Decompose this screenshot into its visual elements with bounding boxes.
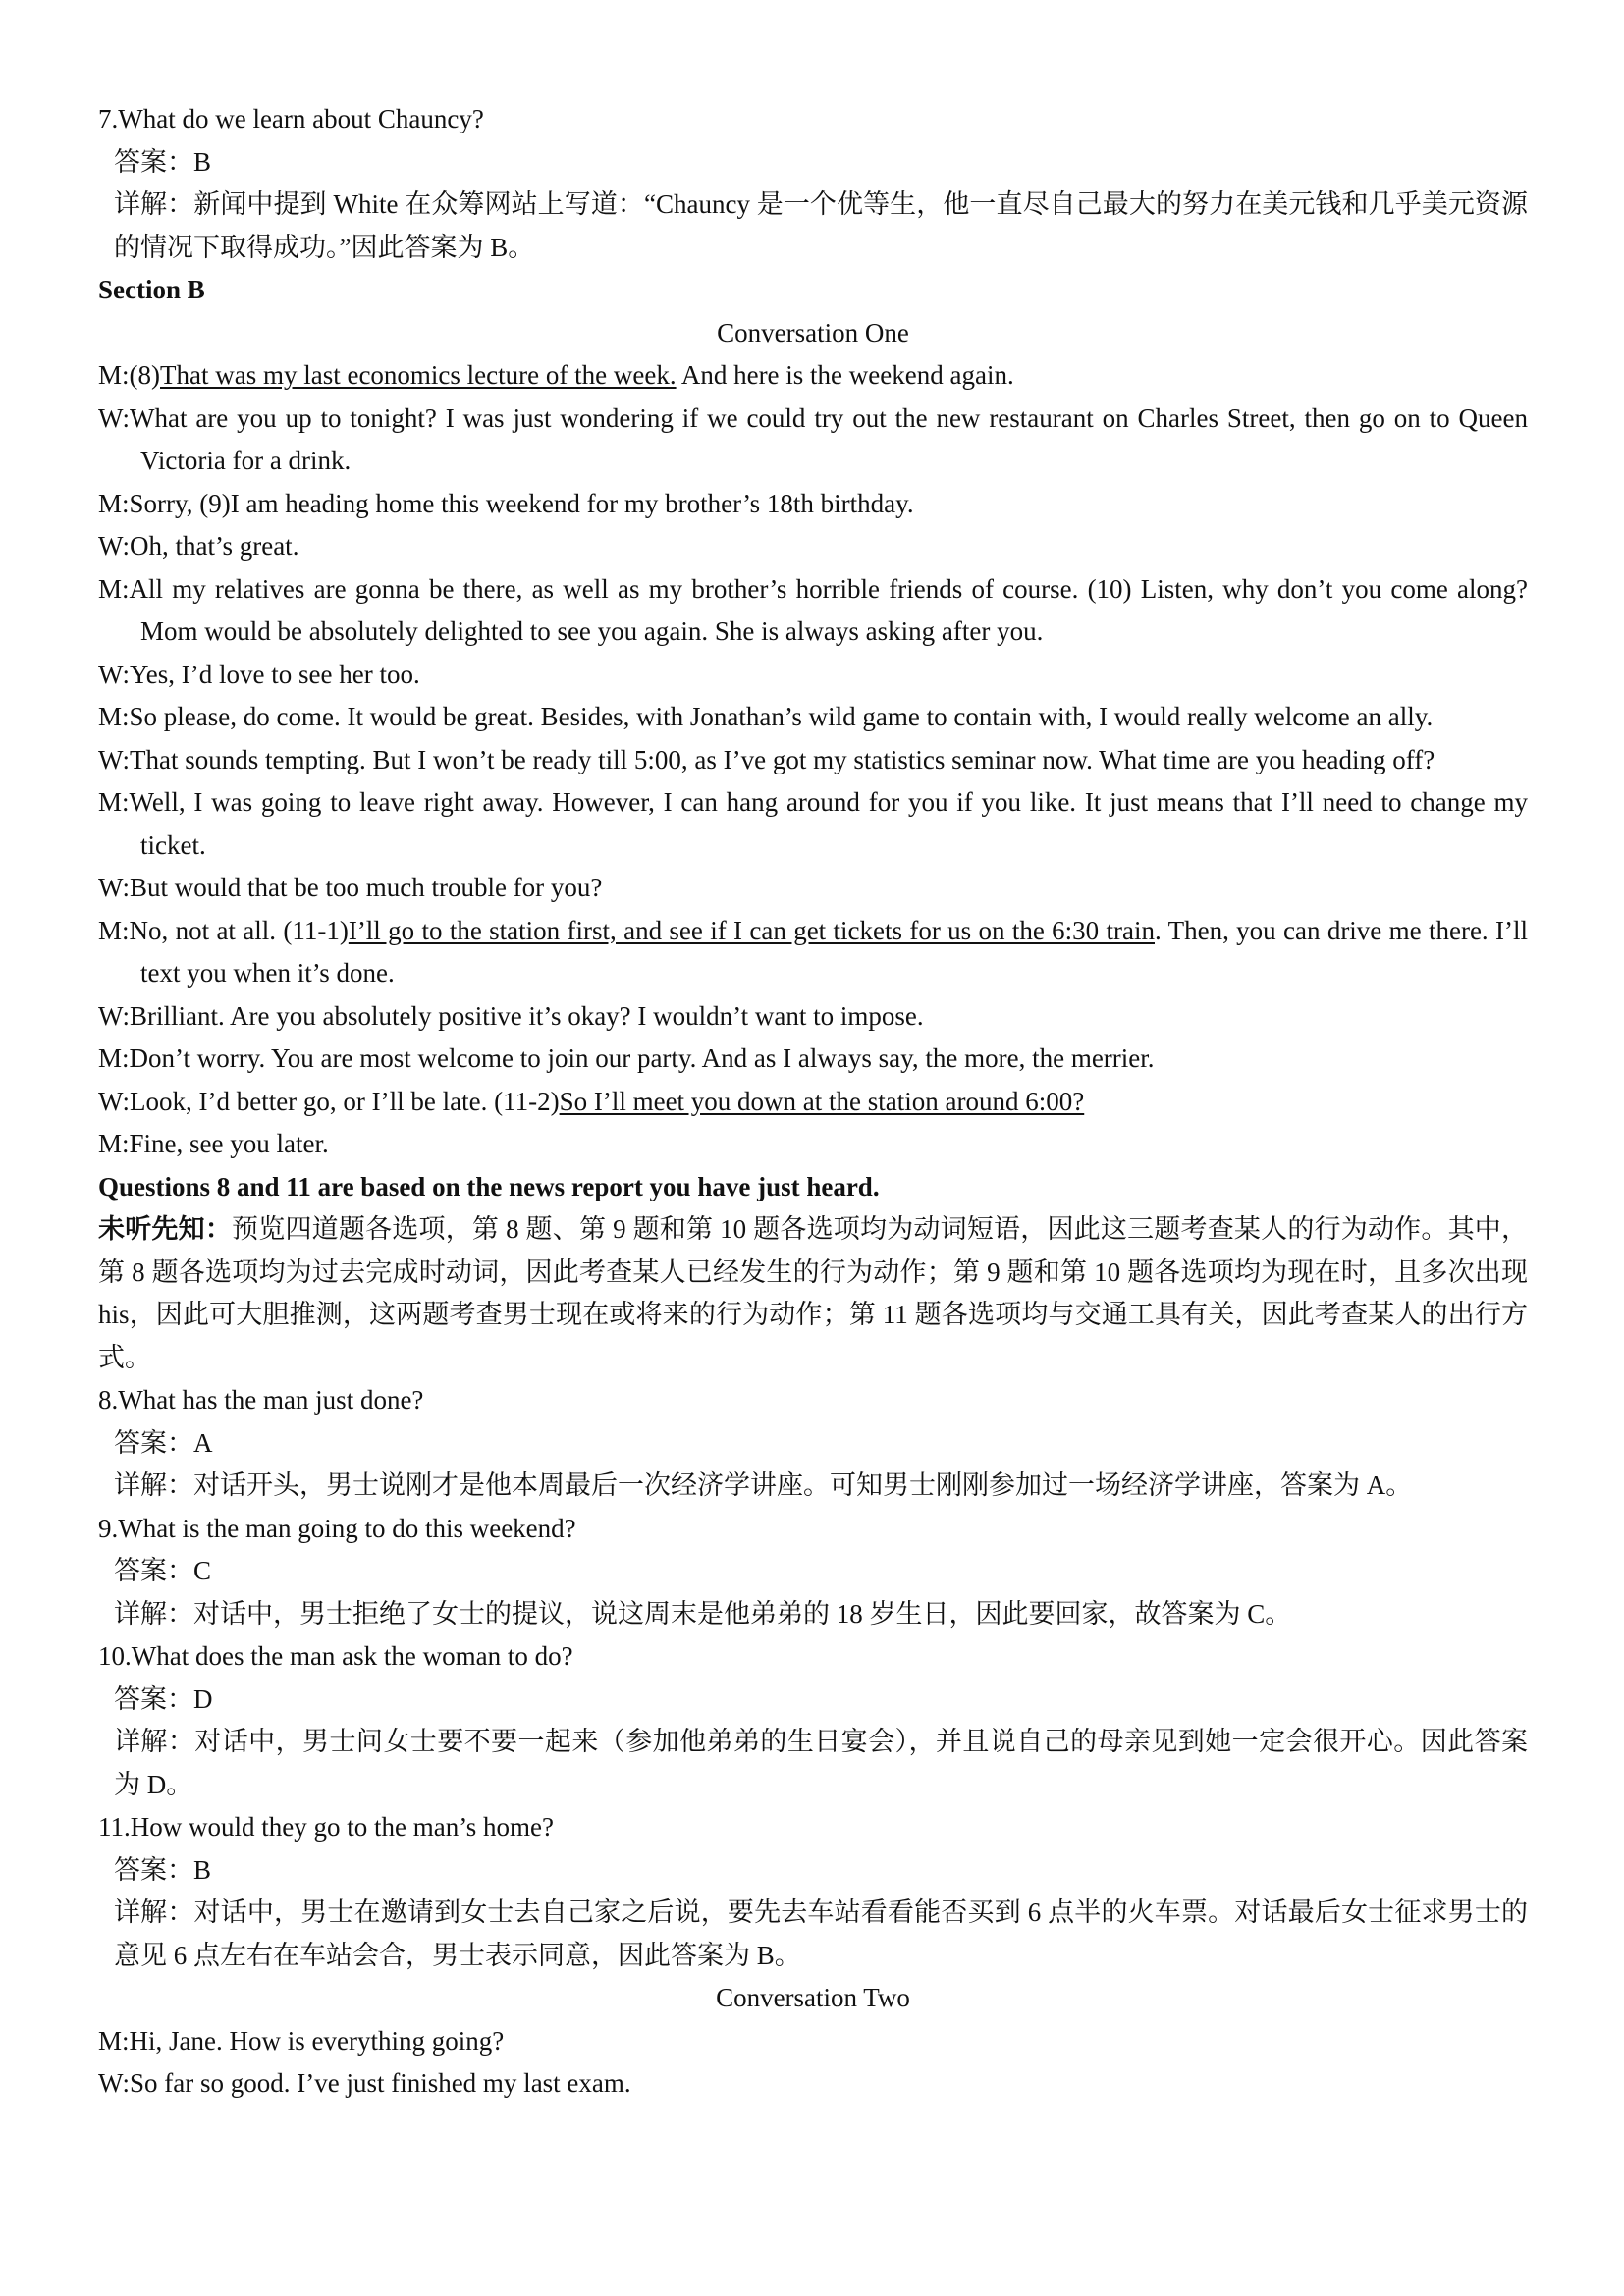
- question-8: 8.What has the man just done?: [98, 1385, 424, 1415]
- answer-7: 答案：B: [114, 146, 212, 177]
- dialogue-line: W:Yes, I’d love to see her too.: [98, 659, 420, 689]
- conversation-two-title: Conversation Two: [716, 1983, 910, 2012]
- conversation-one: [98, 354, 1528, 1166]
- question-10: 10.What does the man ask the woman to do?: [98, 1641, 573, 1671]
- preview-paragraph: [98, 1208, 1528, 1379]
- dialogue-line: M:Don’t worry. You are most welcome to join our party. And as I always say, the more, the merrier.: [98, 1043, 1155, 1073]
- dialogue-line: W:That sounds tempting. But I won’t be ready till 5:00, as I’ve got my statistics seminar now. What time are you heading off?: [98, 744, 1435, 774]
- dialogue-line: W:What are you up to tonight? I was just wondering if we could try out the new restaurant on Charles Street, then go on to Queen Victoria for a drink.: [98, 402, 1528, 475]
- dialogue-line: M:Fine, see you later.: [98, 1129, 329, 1158]
- dialogue-line: M:All my relatives are gonna be there, as well as my brother’s horrible friends of course. (10) Listen, why don’t you come along? Mom would be absolutely delighted to see you again. She is always asking after you.: [98, 573, 1528, 646]
- detail-10: 详解：对话中，男士问女士要不要一起来（参加他弟弟的生日宴会），并且说自己的母亲见到她一定会很开心。因此答案为 D。: [114, 1727, 1528, 1799]
- detail-8: 详解：对话开头，男士说刚才是他本周最后一次经济学讲座。可知男士刚刚参加过一场经济学讲座，答案为 A。: [114, 1470, 1413, 1500]
- detail-9: 详解：对话中，男士拒绝了女士的提议，说这周末是他弟弟的 18 岁生日，因此要回家，故答案为 C。: [114, 1598, 1292, 1629]
- document-page: [98, 98, 1528, 2106]
- preview-text: 预览四道题各选项，第 8 题、第 9 题和第 10 题各选项均为动词短语，因此这三题考查某人的行为动作。其中，第 8 题各选项均为过去完成时动词，因此考查某人已经发生的行为动作；第 9 题和第 10 题各选项均为现在时，且多次出现 his，因此可大胆推测，这两题考查男士现在或将来的行为动作；第 11 题各选项均与交通工具有关，因此考查某人的出行方式。: [98, 1214, 1528, 1372]
- answer-8: 答案：A: [114, 1427, 213, 1458]
- dialogue-line: W:Oh, that’s great.: [98, 531, 299, 561]
- preview-label: 未听先知：: [98, 1214, 233, 1244]
- answer-9: 答案：C: [114, 1556, 212, 1585]
- dialogue-line: M:(8)That was my last economics lecture of the week. And here is the weekend again.: [98, 360, 1014, 390]
- conversation-one-title: Conversation One: [717, 317, 909, 347]
- dialogue-line: M:No, not at all. (11-1)I’ll go to the station first, and see if I can get tickets for us on the 6:30 train. Then, you can drive me there. I’ll text you when it’s done.: [98, 915, 1528, 988]
- detail-11: 详解：对话中，男士在邀请到女士去自己家之后说，要先去车站看看能否买到 6 点半的火车票。对话最后女士征求男士的意见 6 点左右在车站会合，男士表示同意，因此答案为 B。: [114, 1897, 1528, 1970]
- underlined-key-sentence: So I’ll meet you down at the station around 6:00?: [559, 1086, 1085, 1116]
- answer-10: 答案：D: [114, 1683, 213, 1714]
- questions-heading: Questions 8 and 11 are based on the news report you have just heard.: [98, 1171, 880, 1201]
- underlined-key-sentence: I’ll go to the station first, and see if I can get tickets for us on the 6:30 train: [348, 915, 1155, 945]
- question-7: 7.What do we learn about Chauncy?: [98, 104, 484, 133]
- dialogue-line: W:So far so good. I’ve just finished my last exam.: [98, 2068, 631, 2098]
- answer-11: 答案：B: [114, 1854, 212, 1885]
- underlined-key-sentence: That was my last economics lecture of the week.: [160, 360, 677, 390]
- dialogue-line: W:Look, I’d better go, or I’ll be late. (11-2)So I’ll meet you down at the station around 6:00?: [98, 1086, 1085, 1116]
- dialogue-line: M:Hi, Jane. How is everything going?: [98, 2025, 505, 2056]
- dialogue-line: M:Well, I was going to leave right away. However, I can hang around for you if you like. It just means that I’ll need to change my ticket.: [98, 787, 1528, 860]
- detail-7: 详解：新闻中提到 White 在众筹网站上写道：“Chauncy 是一个优等生，他一直尽自己最大的努力在美元钱和几乎美元资源的情况下取得成功。”因此答案为 B。: [114, 189, 1528, 262]
- question-9: 9.What is the man going to do this weekend?: [98, 1513, 576, 1543]
- dialogue-line: W:Brilliant. Are you absolutely positive it’s okay? I wouldn’t want to impose.: [98, 1000, 924, 1031]
- question-11: 11.How would they go to the man’s home?: [98, 1812, 554, 1842]
- dialogue-line: M:Sorry, (9)I am heading home this weekend for my brother’s 18th birthday.: [98, 488, 914, 518]
- dialogue-line: M:So please, do come. It would be great. Besides, with Jonathan’s wild game to contain with, I would really welcome an ally.: [98, 702, 1434, 731]
- section-heading: Section B: [98, 275, 205, 304]
- dialogue-line: W:But would that be too much trouble for you?: [98, 873, 603, 902]
